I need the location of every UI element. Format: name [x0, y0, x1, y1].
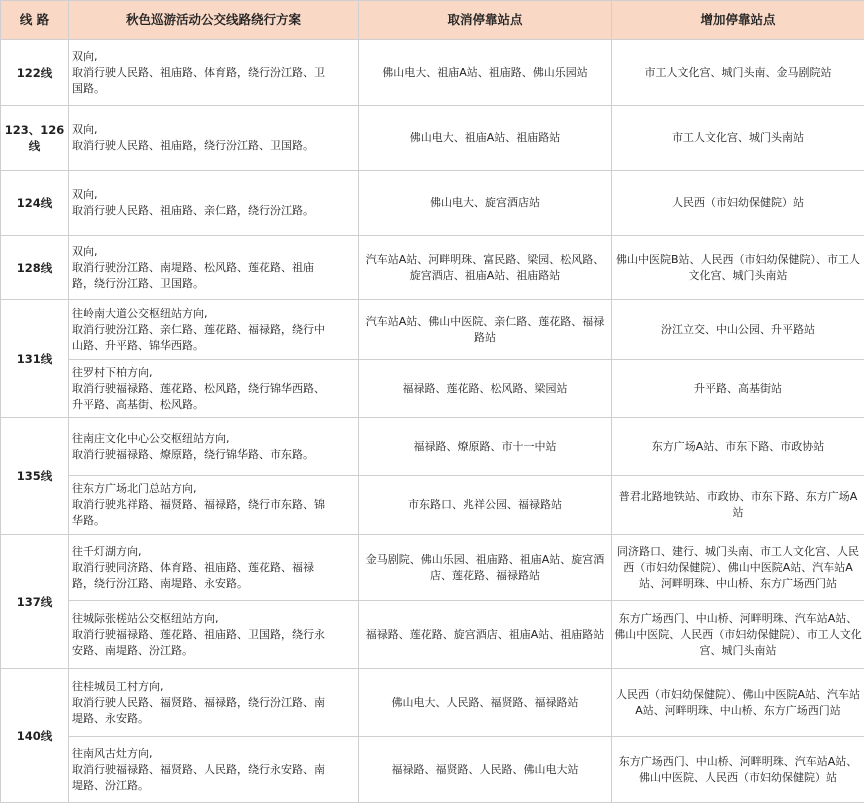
- table-row: [1, 669, 864, 737]
- detour-plan: [69, 40, 359, 106]
- cancelled-stops: 佛山电大、祖庙A站、祖庙路、佛山乐园站: [359, 40, 612, 106]
- plan-text: 取消行驶人民路、祖庙路，绕行汾江路、卫国路。: [72, 139, 314, 152]
- added-stops: 东方广场西门、中山桥、河畔明珠、汽车站A站、佛山中医院、人民西（市妇幼保健院）站: [612, 737, 864, 803]
- plan-text: 路，绕行汾江路、南堤路、永安路。: [72, 576, 248, 590]
- added-stops: 东方广场西门、中山桥、河畔明珠、汽车站A站、佛山中医院、人民西（市妇幼保健院）、市工人文化宫、城门头南站: [612, 601, 864, 669]
- line-number: 123、126线: [1, 106, 69, 171]
- plan-text: 双向,: [72, 49, 98, 63]
- header-plan: 秋色巡游活动公交线路绕行方案: [69, 1, 359, 40]
- plan-text: 往千灯湖方向,: [72, 544, 142, 558]
- plan-text: 往岭南大道公交枢纽站方向,: [72, 306, 208, 320]
- plan-text: 安路、南堤路、汾江路。: [72, 643, 193, 657]
- cancelled-stops: 汽车站A站、佛山中医院、亲仁路、莲花路、福禄路站: [359, 300, 612, 360]
- line-number: 140线: [1, 669, 69, 803]
- detour-plan: [69, 601, 359, 669]
- plan-text: 取消行驶人民路、祖庙路、亲仁路，绕行汾江路。: [72, 204, 314, 217]
- line-number: 122线: [1, 40, 69, 106]
- plan-text: 取消行驶汾江路、南堤路、松风路、莲花路、祖庙: [72, 260, 314, 274]
- detour-plan: [69, 360, 359, 418]
- table-row: [1, 737, 864, 803]
- cancelled-stops: 金马剧院、佛山乐园、祖庙路、祖庙A站、旋宫酒店、莲花路、福禄路站: [359, 535, 612, 601]
- detour-plan: [69, 535, 359, 601]
- table-row: [1, 236, 864, 300]
- detour-plan: [69, 236, 359, 300]
- cancelled-stops: 佛山电大、祖庙A站、祖庙路站: [359, 106, 612, 171]
- table-row: [1, 601, 864, 669]
- plan-text: 往东方广场北门总站方向,: [72, 482, 197, 495]
- plan-text: 取消行驶人民路、福贤路、福禄路，绕行汾江路、南: [72, 695, 325, 709]
- cancelled-stops: 福禄路、福贤路、人民路、佛山电大站: [359, 737, 612, 803]
- line-number: 137线: [1, 535, 69, 669]
- cancelled-stops: 佛山电大、人民路、福贤路、福禄路站: [359, 669, 612, 737]
- table-row: [1, 360, 864, 418]
- added-stops: 人民西（市妇幼保健院）站: [612, 171, 864, 236]
- added-stops: 市工人文化宫、城门头南站: [612, 106, 864, 171]
- plan-text: 路，绕行汾江路、卫国路。: [72, 276, 204, 290]
- cancelled-stops: 汽车站A站、河畔明珠、富民路、梁园、松风路、旋宫酒店、祖庙A站、祖庙路站: [359, 236, 612, 300]
- detour-plan: [69, 669, 359, 737]
- table-row: [1, 171, 864, 236]
- plan-text: 往罗村下柏方向,: [72, 365, 153, 379]
- plan-text: 双向,: [72, 244, 98, 258]
- plan-text: 取消行驶福禄路、莲花路、松风路，绕行锦华西路、: [72, 381, 325, 395]
- detour-plan: [69, 418, 359, 476]
- added-stops: 人民西（市妇幼保健院）、佛山中医院A站、汽车站A站、河畔明珠、中山桥、东方广场西门站: [612, 669, 864, 737]
- header-add: 增加停靠站点: [612, 1, 864, 40]
- header-cancel: 取消停靠站点: [359, 1, 612, 40]
- detour-plan: [69, 476, 359, 535]
- plan-text: 取消行驶兆祥路、福贤路、福禄路，绕行市东路、锦: [72, 498, 325, 511]
- plan-text: 堤路、汾江路。: [72, 778, 149, 792]
- table-row: [1, 300, 864, 360]
- cancelled-stops: 市东路口、兆祥公园、福禄路站: [359, 476, 612, 535]
- plan-text: 双向,: [72, 188, 98, 201]
- plan-text: 双向,: [72, 123, 98, 136]
- plan-text: 往南风古灶方向,: [72, 746, 153, 760]
- plan-text: 堤路、永安路。: [72, 711, 149, 725]
- line-number: 135线: [1, 418, 69, 535]
- table-row: [1, 535, 864, 601]
- plan-text: 取消行驶福禄路、燎原路，绕行锦华路、市东路。: [72, 447, 314, 461]
- added-stops: 同济路口、建行、城门头南、市工人文化宫、人民西（市妇幼保健院）、佛山中医院A站、汽车站A站、河畔明珠、中山桥、东方广场西门站: [612, 535, 864, 601]
- plan-text: 取消行驶汾江路、亲仁路、莲花路、福禄路，绕行中: [72, 322, 325, 336]
- detour-plan: [69, 737, 359, 803]
- plan-text: 升平路、高基街、松风路。: [72, 397, 204, 411]
- plan-text: 往桂城员工村方向,: [72, 679, 164, 693]
- added-stops: 升平路、高基街站: [612, 360, 864, 418]
- plan-text: 国路。: [72, 81, 105, 95]
- table-row: [1, 418, 864, 476]
- plan-text: 山路、升平路、锦华西路。: [72, 338, 204, 352]
- plan-text: 往南庄文化中心公交枢纽站方向,: [72, 431, 230, 445]
- plan-text: 华路。: [72, 514, 105, 527]
- cancelled-stops: 福禄路、莲花路、旋宫酒店、祖庙A站、祖庙路站: [359, 601, 612, 669]
- header-line: 线 路: [1, 1, 69, 40]
- cancelled-stops: 福禄路、莲花路、松风路、梁园站: [359, 360, 612, 418]
- line-number: 131线: [1, 300, 69, 418]
- plan-text: 取消行驶福禄路、莲花路、祖庙路、卫国路，绕行永: [72, 627, 325, 641]
- table-row: [1, 106, 864, 171]
- line-number: 128线: [1, 236, 69, 300]
- plan-text: 往城际张槎站公交枢纽站方向,: [72, 611, 219, 625]
- line-number: 124线: [1, 171, 69, 236]
- table-row: [1, 40, 864, 106]
- added-stops: 汾江立交、中山公园、升平路站: [612, 300, 864, 360]
- plan-text: 取消行驶福禄路、福贤路、人民路，绕行永安路、南: [72, 762, 325, 776]
- plan-text: 取消行驶同济路、体育路、祖庙路、莲花路、福禄: [72, 560, 314, 574]
- table-row: [1, 476, 864, 535]
- added-stops: 普君北路地铁站、市政协、市东下路、东方广场A站: [612, 476, 864, 535]
- plan-text: 取消行驶人民路、祖庙路、体育路，绕行汾江路、卫: [72, 65, 325, 79]
- added-stops: 东方广场A站、市东下路、市政协站: [612, 418, 864, 476]
- added-stops: 市工人文化宫、城门头南、金马剧院站: [612, 40, 864, 106]
- header-row: [1, 1, 864, 40]
- detour-plan: [69, 106, 359, 171]
- detour-plan: [69, 300, 359, 360]
- cancelled-stops: 佛山电大、旋宫酒店站: [359, 171, 612, 236]
- added-stops: 佛山中医院B站、人民西（市妇幼保健院）、市工人文化宫、城门头南站: [612, 236, 864, 300]
- cancelled-stops: 福禄路、燎原路、市十一中站: [359, 418, 612, 476]
- detour-plan: [69, 171, 359, 236]
